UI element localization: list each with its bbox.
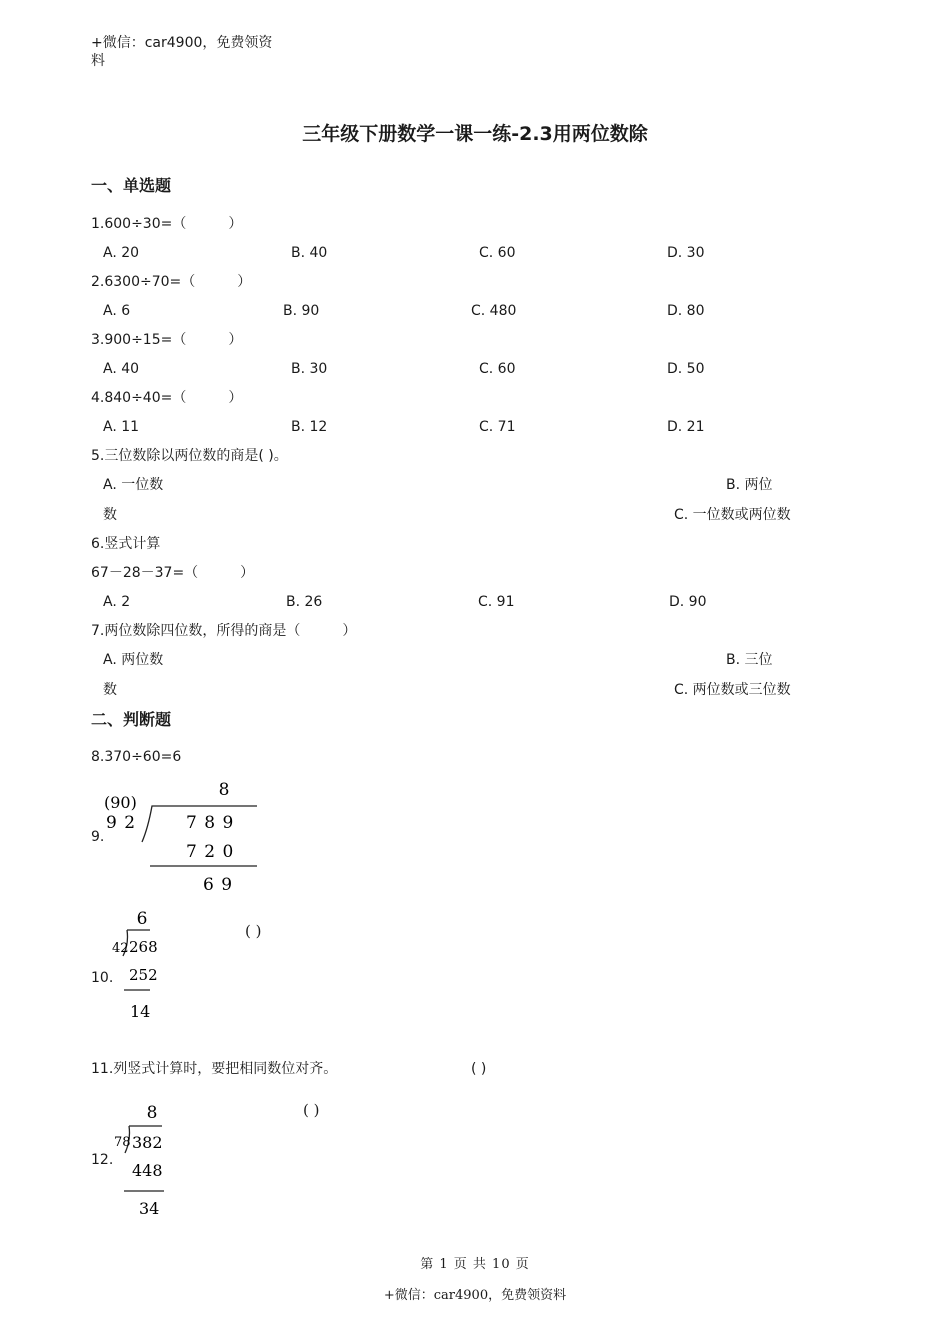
question-10-long-division <box>110 904 170 1026</box>
question-11-stem: 11.列竖式计算时，要把相同数位对齐。 <box>91 1061 338 1077</box>
header-watermark-line2: 料 <box>91 53 105 69</box>
q9-quotient: 8 <box>218 780 230 800</box>
question-6-option-a: A. 2 <box>103 594 131 610</box>
q12-dividend: 382 <box>132 1133 163 1152</box>
question-7-option-b: B. 三位 <box>726 652 773 668</box>
question-8-stem: 8.370÷60=6 <box>91 749 182 765</box>
section-heading-single-choice: 一、单选题 <box>91 176 172 195</box>
question-10-answer-parentheses: ( ) <box>245 922 262 940</box>
question-5-option-b-continued: 数 <box>103 507 117 523</box>
question-6-stem: 6.竖式计算 <box>91 536 161 552</box>
question-2-option-b: B. 90 <box>283 303 320 319</box>
question-9-long-division <box>100 776 270 900</box>
question-5-option-c: C. 一位数或两位数 <box>674 507 791 523</box>
question-1-stem: 1.600÷30=（ ） <box>91 216 243 232</box>
question-1-option-b: B. 40 <box>291 245 328 261</box>
page-number: 第 1 页 共 10 页 <box>420 1257 530 1272</box>
question-12-answer-parentheses: ( ) <box>303 1101 320 1119</box>
q10-product: 252 <box>129 966 158 984</box>
header-watermark-line1: +微信：car4900，免费领资 <box>91 35 273 51</box>
q9-remainder-note: (90) <box>104 793 137 812</box>
question-4-option-b: B. 12 <box>291 419 328 435</box>
question-1-option-c: C. 60 <box>479 245 516 261</box>
q9-dividend: 7 8 9 <box>186 813 235 833</box>
question-12-long-division <box>112 1098 172 1222</box>
q12-product: 448 <box>132 1161 163 1180</box>
question-6-option-d: D. 90 <box>669 594 707 610</box>
page-title: 三年级下册数学一课一练-2.3用两位数除 <box>302 123 648 145</box>
question-11-answer-parentheses: ( ) <box>471 1061 487 1077</box>
question-6-option-c: C. 91 <box>478 594 515 610</box>
q9-remainder: 6 9 <box>203 875 234 895</box>
question-6-option-b: B. 26 <box>286 594 323 610</box>
q9-product: 7 2 0 <box>186 842 235 862</box>
q9-divisor: 9 2 <box>106 813 137 833</box>
question-1-option-d: D. 30 <box>667 245 705 261</box>
question-12-label: 12. <box>91 1152 114 1168</box>
question-2-option-a: A. 6 <box>103 303 131 319</box>
question-7-option-b-continued: 数 <box>103 682 117 698</box>
question-10-label: 10. <box>91 970 114 986</box>
question-3-stem: 3.900÷15=（ ） <box>91 332 243 348</box>
q12-divisor: 78 <box>114 1135 131 1150</box>
question-5-option-a: A. 一位数 <box>103 477 164 493</box>
q12-quotient: 8 <box>146 1103 158 1123</box>
q10-quotient: 6 <box>136 909 148 929</box>
question-4-stem: 4.840÷40=（ ） <box>91 390 243 406</box>
q10-dividend: 268 <box>129 938 158 956</box>
question-3-option-d: D. 50 <box>667 361 705 377</box>
question-4-option-d: D. 21 <box>667 419 705 435</box>
question-7-option-c: C. 两位数或三位数 <box>674 682 791 698</box>
q10-divisor: 42 <box>112 941 129 956</box>
question-7-option-a: A. 两位数 <box>103 652 164 668</box>
question-5-option-b: B. 两位 <box>726 477 773 493</box>
question-5-stem: 5.三位数除以两位数的商是( )。 <box>91 448 288 464</box>
question-6-expression: 67－28－37=（ ） <box>91 565 255 581</box>
question-7-stem: 7.两位数除四位数，所得的商是（ ） <box>91 623 357 639</box>
question-3-option-c: C. 60 <box>479 361 516 377</box>
question-2-option-d: D. 80 <box>667 303 705 319</box>
q10-remainder: 14 <box>130 1002 151 1021</box>
question-3-option-a: A. 40 <box>103 361 140 377</box>
question-9-label: 9. <box>91 829 105 845</box>
question-2-stem: 2.6300÷70=（ ） <box>91 274 252 290</box>
section-heading-true-false: 二、判断题 <box>91 710 172 729</box>
question-4-option-c: C. 71 <box>479 419 516 435</box>
question-3-option-b: B. 30 <box>291 361 328 377</box>
question-1-option-a: A. 20 <box>103 245 140 261</box>
question-2-option-c: C. 480 <box>471 303 517 319</box>
q12-remainder: 34 <box>139 1199 160 1218</box>
footer-watermark: +微信：car4900，免费领资料 <box>383 1288 567 1303</box>
question-4-option-a: A. 11 <box>103 419 140 435</box>
